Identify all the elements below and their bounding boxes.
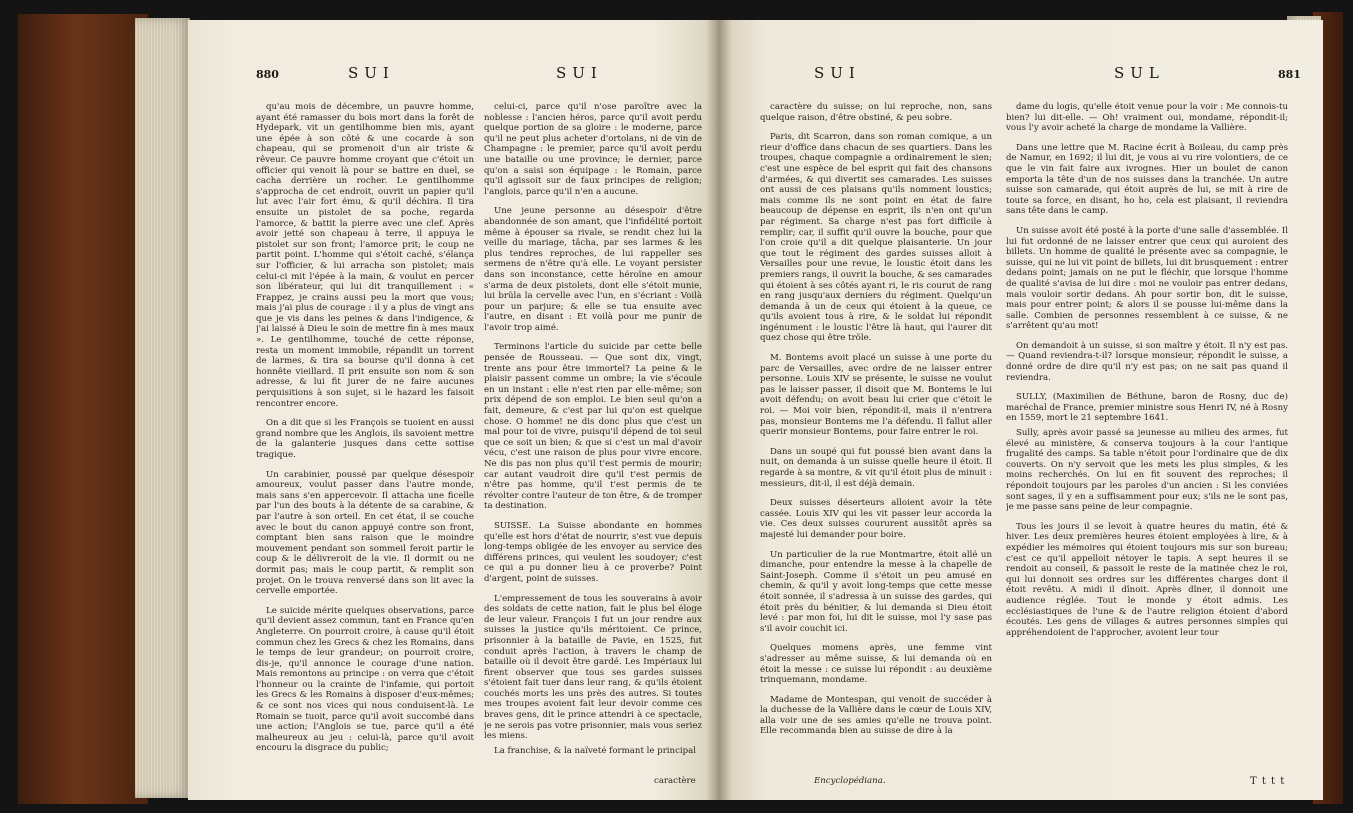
book-gutter	[706, 20, 732, 800]
paragraph: L'empressement de tous les souverains à avoir des soldats de cette nation, fait le plus bel éloge de leur valeur. François I fut un jour rendre aux suisses la justice qu'ils méritoient. Ce prince, prisonnier à la bataille de Pavie, en 1525, fut conduit après l'action, à travers le champ de bataille où il devoit être gardé. Les Impériaux lui firent observer que tous ses gardes suisses s'étoient fait tuer dans leur rang, & qu'ils étoient couchés morts les uns près des autres. Si toutes mes troupes avoient fait leur devoir comme ces braves gens, dit le prince attendri à ce spectacle, je ne serois pas votre prisonnier, mais vous seriez les miens.	[484, 593, 702, 742]
left-running-head-2: SUI	[556, 64, 603, 82]
paragraph: Une jeune personne au désespoir d'être abandonnée de son amant, que l'infidélité portoit même à épouser sa rivale, se rendit chez lui la veille du mariage, tâcha, par ses larmes & les plus tendres reproches, de lui rappeller ses sermens de n'être qu'à elle. Le voyant persister dans son inconstance, cette héroïne en amour s'arma de deux pistolets, dont elle s'étoit munie, lui brûla la cervelle avec l'un, en s'écriant : Voilà pour un parjure; & elle se tua ensuite avec l'autre, en disant : Et voilà pour me punir de l'avoir trop aimé.	[484, 206, 702, 333]
paragraph: qu'au mois de décembre, un pauvre homme, ayant été ramasser du bois mort dans la forêt de Hydepark, vit un gentilhomme bien mis, ayant une épée à son côté & une cocarde à son chapeau, qui se promenoit d'un air triste & rêveur. Ce pauvre homme croyant que c'étoit un officier qui venoit là pour se battre en duel, se cacha derrière un rocher. Le gentilhomme s'approcha de cet endroit, ouvrit un papier qu'il lut avec l'air fort ému, & qu'il déchira. Il tira ensuite un pistolet de sa poche, regarda l'amorce, & battit la pierre avec une clef. Après avoir jetté son chapeau à terre, il appuya le pistolet sur son front; l'amorce prit; le coup ne partit point. L'homme qui s'étoit caché, s'élança sur l'officier, & lui arracha son pistolet; mais celui-ci mit l'épée à la main, & voulut en percer son libérateur, qui lui dit tranquillement : « Frappez, je crains aussi peu la mort que vous; mais j'ai plus de courage : il y a plus de vingt ans que je vis dans les peines & dans l'indigence, & j'ai laissé à Dieu le soin de mettre fin à mes maux ». Le gentilhomme, touché de cette réponse, resta un moment immobile, répandit un torrent de larmes, & tira sa bourse qu'il donna à cet honnête vieillard. Il prit ensuite son nom & son adresse, & lui fit jurer de ne faire aucunes perquisitions à son sujet, si le hazard les faisoit rencontrer encore.	[256, 102, 474, 409]
paragraph: Sully, après avoir passé sa jeunesse au milieu des armes, fut élevé au ministère, & conserva toujours à la cour l'antique frugalité des camps. Sa table n'étoit pour l'ordinaire que de dix couverts. On n'y servoit que les mets les plus simples, & les moins recherchés. On lui en fit souvent des reproches; il répondoit toujours par les paroles d'un ancien : Si les conviées sont sages, il y en a suffisamment pour eux; s'ils ne le sont pas, je me passe sans peine de leur compagnie.	[1006, 428, 1288, 513]
paragraph: Paris, dit Scarron, dans son roman comique, a un rieur d'office dans chacun de ses quartiers. Dans les troupes, chaque compagnie a ordinairement le sien; c'est une espèce de bel esprit qui fait des chansons d'armées, & qui divertit ses camarades. Les suisses ont aussi de ces plaisans qu'ils nomment loustics; mais comme ils ne sont point en état de faire beaucoup de dépense en esprit, ils n'en ont qu'un par régiment. Sa charge n'est pas fort difficile à remplir; car, il suffit qu'il ouvre la bouche, pour que l'on croie qu'il a dit quelque plaisanterie. Un jour que tout le régiment des gardes suisses alloit à Versailles pour une revue, le loustic étoit dans les premiers rangs, il ouvrit la bouche, & ses camarades qui étoient à ses côtés ayant ri, le ris courut de rang en rang jusqu'aux derniers du régiment. Quelqu'un demanda à un de ceux qui étoient à la queue, ce qu'ils avoient tous à rire, & le soldat lui répondit ingénument : le loustic l'être là haut, qui l'aurer dit quez chose qui être tröle.	[760, 132, 992, 344]
paragraph: Un carabinier, poussé par quelque désespoir amoureux, voulut passer dans l'autre monde, mais sans s'en appercevoir. Il attacha une ficelle par l'un des bouts à la détente de sa carabine, & par l'autre à son orteil. En cet état, il se couche avec le bout du canon appuyé contre son front, comptant bien sans raison que le moindre mouvement pendant son sommeil feroit partir le coup & le délivreroit de la vie. Il dormit ou ne dormit pas; mais le coup partit, & remplit son projet. On le trouva renversé dans son lit avec la cervelle emportée.	[256, 469, 474, 597]
paragraph: SULLY, (Maximilien de Béthune, baron de Rosny, duc de) maréchal de France, premier ministre sous Henri IV, né à Rosny en 1559, mort le 21 septembre 1641.	[1006, 392, 1288, 424]
left-page	[188, 20, 718, 800]
left-page-number: 880	[256, 68, 279, 81]
paragraph: dame du logis, qu'elle étoit venue pour la voir : Me connois-tu bien? lui dit-elle. — Oh! vraiment oui, mondame, répondit-il; vous l'y avoir acheté la charge de mondame la Vallière.	[1006, 102, 1288, 134]
right-page	[718, 20, 1323, 800]
right-running-head-1: SUI	[814, 64, 861, 82]
right-page-number: 881	[1278, 68, 1301, 81]
right-running-head-2: SUL	[1114, 64, 1165, 82]
source-line: Encyclopédiana.	[814, 776, 886, 786]
paragraph: Madame de Montespan, qui venoit de succéder à la duchesse de la Vallière dans le cœur de Louis XIV, alla voir une de ses amies qu'elle ne trouva point. Elle recommanda bien au suisse de dire à la	[760, 694, 992, 737]
right-page-column-2	[1006, 102, 1288, 792]
paragraph: La franchise, & la naïveté formant le principal	[494, 745, 697, 756]
paragraph: Quelques momens après, une femme vint s'adresser au même suisse, & lui demanda où en étoit la messe : ce suisse lui répondit : au deuxième trinquemann, mondame.	[760, 643, 992, 686]
paragraph: Un suisse avoit été posté à la porte d'une salle d'assemblée. Il lui fut ordonné de ne laisser entrer que ceux qui auroient des billets. Un homme de qualité le présente avec sa compagnie, le suisse, qui ne lui vit point de billets, lui dit brusquement : entrer dedans point; jamais on ne put le fléchir, que lorsque l'homme de qualité s'avisa de lui dire : moi ne vouloir pas entrer dedans, mais vouloir sortir dedans. Ah pour sortir bon, dit le suisse, mais pour entrer point; & alors il se pousse lui-même dans la salle. Combien de personnes ressemblent à ce suisse, & ne s'arrêtent qu'au mot!	[1006, 225, 1288, 332]
paragraph: caractère du suisse; on lui reproche, non, sans quelque raison, d'être obstiné, & peu sobre.	[760, 102, 992, 123]
right-page-column-1	[760, 102, 992, 792]
paragraph: Tous les jours il se levoit à quatre heures du matin, été & hiver. Les deux premières heures étoient employées à lire, & à expédier les mémoires qui étoient toujours mis sur son bureau; c'est ce qu'il appelloit nétoyer le tapis. A sept heures il se rendoit au conseil, & passoit le reste de la matinée chez le roi, qui lui donnoit ses ordres sur les différentes charges dont il étoit revêtu. A midi il dînoit. Après dîner, il donnoit une audience réglée. Tout le monde y étoit admis. Les ecclésiastiques de l'une & de l'autre religion étoient d'abord écoutés. Les gens de villages & autres personnes simples qui appréhendoient de l'approcher, avoient leur tour	[1006, 521, 1288, 638]
paragraph: M. Bontems avoit placé un suisse à une porte du parc de Versailles, avec ordre de ne laisser entrer personne. Louis XIV se présente, le suisse ne voulut pas le laisser passer, il disoit que M. Bontems le lui avoit défendu; on avoit beau lui crier que c'étoit le roi. — Moi voir bien, répondit-il, mais il n'entrera pas, monsieur Bontems me l'a défendu. Il fallut aller querir monsieur Bontems, pour faire entrer le roi.	[760, 353, 992, 438]
paragraph: Dans une lettre que M. Racine écrit à Boileau, du camp près de Namur, en 1692; il lui dit, je vous ai vu rire volontiers, de ce que le vin fait faire aux ivrognes. Hier un boulet de canon emporta la tête d'un de nos suisses dans la tranchée. Un autre suisse son camarade, qui étoit auprès de lui, se mit à rire de toute sa force, en disant, ho ho, cela est plaisant, il reviendra sans tête dans le camp.	[1006, 142, 1288, 217]
signature-mark: T t t t	[1250, 776, 1286, 787]
catchword: caractère	[654, 776, 696, 786]
paragraph: Dans un soupé qui fut poussé bien avant dans la nuit, on demanda à un suisse quelle heure il étoit. Il regarde à sa montre, & vit qu'il étoit plus de minuit : messieurs, dit-il, il est déjà demain.	[760, 446, 992, 489]
paragraph: Deux suisses déserteurs alloient avoir la tête cassée. Louis XIV qui les vit passer leur accorda la vie. Ces deux suisses coururent aussitôt après sa majesté lui demander pour boire.	[760, 498, 992, 540]
paragraph: Terminons l'article du suicide par cette belle pensée de Rousseau. — Que sont dix, vingt, trente ans pour être immortel? La peine & le plaisir passent comme un ombre; la vie s'écoule en un instant : elle n'est rien par elle-même; son prix dépend de son emploi. Le bien seul qu'on a fait, demeure, & c'est par lui qu'on est quelque chose. O homme! ne dis donc plus que c'est un mal pour toi de vivre, puisqu'il dépend de toi seul que ce soit un bien; & que si c'est un mal d'avoir vécu, c'est une raison de plus pour vivre encore. Ne dis pas non plus qu'il t'est permis de mourir; car autant vaudroit dire qu'il t'est permis de n'être pas homme, qu'il t'est permis de te révolter contre l'auteur de ton être, & de tromper ta destination.	[484, 342, 702, 512]
paragraph: Un particulier de la rue Montmartre, étoit allé un dimanche, pour entendre la messe à la chapelle de Saint-Joseph. Comme il s'étoit un peu amusé en chemin, & qu'il y avoit long-temps que cette messe étoit sonnée, il s'adressa à un suisse des gardes, qui étoit près du bénitier, & lui demanda si Dieu étoit levé : par mon foi, lui dit le suisse, moi l'y sase pas s'il avoir couchit ici.	[760, 549, 992, 634]
paragraph: SUISSE. La Suisse abondante en hommes qu'elle est hors d'état de nourrir, s'est vue depuis long-temps obligée de les envoyer au service des différens princes, qui veulent les soudoyer; c'est ce qui a pu donner lieu à ce proverbe? Point d'argent, point de suisses.	[484, 520, 702, 584]
page-edges-left	[135, 18, 190, 798]
left-running-head-1: SUI	[348, 64, 395, 82]
book-cover-left	[18, 14, 148, 804]
paragraph: On demandoit à un suisse, si son maître y étoit. Il n'y est pas. — Quand reviendra-t-il? lorsque monsieur, répondit le suisse, a donné ordre de dire qu'il n'y est pas; on ne sait pas quand il reviendra.	[1006, 340, 1288, 383]
left-page-column-2	[484, 102, 702, 792]
paragraph: On a dit que si les François se tuoient en aussi grand nombre que les Anglois, ils savoient mettre de la galanterie jusques dans cette sottise tragique.	[256, 418, 474, 460]
left-page-column-1	[256, 102, 474, 792]
paragraph: Le suicide mérite quelques observations, parce qu'il devient assez commun, tant en France qu'en Angleterre. On pourroit croire, à cause qu'il étoit commun chez les Grecs & chez les Romains, dans le temps de leur grandeur; on pourroit croire, dis-je, qu'il annonce le courage d'une nation. Mais remontons au principe : on verra que c'étoit l'honneur ou la crainte de l'infamie, qui portoit les Grecs & les Romains à disposer d'eux-mêmes; & ce sont nos vices qui nous conduisent-là. Le Romain se tuoit, parce qu'il avoit succombé dans une action; l'Anglois se tue, parce qu'il a été malheureux au jeu : celui-là, parce qu'il avoit encouru la disgrace du public;	[256, 605, 474, 754]
paragraph: celui-ci, parce qu'il n'ose paroître avec la noblesse : l'ancien héros, parce qu'il avoit perdu quelque portion de sa gloire : le moderne, parce qu'il ne peut plus acheter d'ortolans, ni de vin de Champagne : le premier, parce qu'il avoit perdu une bataille ou une province; le dernier, parce qu'on a saisi son équipage : le Romain, parce qu'il agissoit sur de faux principes de religion; l'anglois, parce qu'il n'en a aucune.	[484, 102, 702, 197]
